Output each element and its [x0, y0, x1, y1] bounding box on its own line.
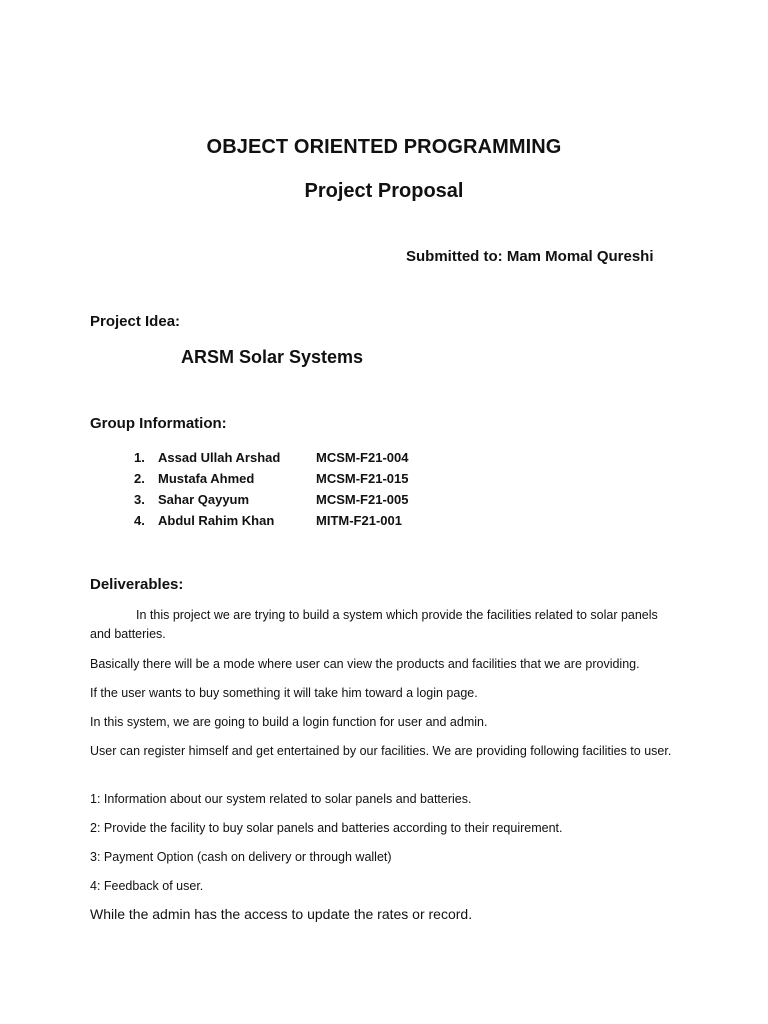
group-member-row: [134, 447, 436, 468]
member-id: MITM-F21-001: [316, 513, 402, 528]
group-member-row: [134, 489, 436, 510]
project-idea-name: ARSM Solar Systems: [181, 347, 364, 367]
member-id: MCSM-F21-015: [316, 471, 409, 486]
group-member-list: [134, 447, 436, 531]
deliverables-heading: Deliverables:: [90, 576, 184, 593]
group-information-heading: Group Information:: [90, 415, 227, 432]
member-name: Mustafa Ahmed: [158, 471, 255, 486]
group-member-row: [134, 510, 436, 531]
deliverables-paragraph: In this system, we are going to build a login function for user and admin.: [90, 715, 488, 729]
member-name: Abdul Rahim Khan: [158, 513, 275, 528]
member-number: 1.: [134, 450, 145, 465]
closing-line: While the admin has the access to update the rates or record.: [90, 906, 473, 922]
deliverables-paragraph: If the user wants to buy something it will take him toward a login page.: [90, 686, 478, 700]
member-name: Assad Ullah Arshad: [158, 450, 281, 465]
facility-item: 3: Payment Option (cash on delivery or through wallet): [90, 850, 392, 864]
deliverables-paragraph: User can register himself and get entertained by our facilities. We are providing following facilities to user.: [90, 744, 672, 758]
facility-item: 2: Provide the facility to buy solar panels and batteries according to their requirement.: [90, 821, 563, 835]
facility-item: 1: Information about our system related to solar panels and batteries.: [90, 792, 472, 806]
member-number: 4.: [134, 513, 145, 528]
facility-item: 4: Feedback of user.: [90, 879, 204, 893]
member-number: 2.: [134, 471, 145, 486]
member-id: MCSM-F21-004: [316, 450, 409, 465]
document-title: OBJECT ORIENTED PROGRAMMING: [206, 136, 562, 158]
deliverables-paragraph: Basically there will be a mode where user can view the products and facilities that we are providing.: [90, 657, 640, 671]
deliverables-paragraph: In this project we are trying to build a system which provide the facilities related to solar panels and batteries.: [90, 608, 658, 641]
project-idea-heading: Project Idea:: [90, 313, 181, 330]
member-id: MCSM-F21-005: [316, 492, 409, 507]
member-number: 3.: [134, 492, 145, 507]
submitted-to: Submitted to: Mam Momal Qureshi: [406, 248, 654, 265]
document-subtitle: Project Proposal: [304, 180, 464, 202]
member-name: Sahar Qayyum: [158, 492, 250, 507]
group-member-row: [134, 468, 436, 489]
